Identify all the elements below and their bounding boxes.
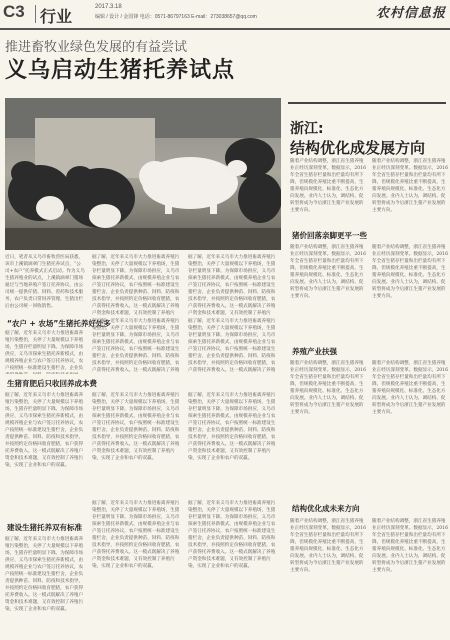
page-header — [0, 0, 450, 30]
article-section-heading: “农户 + 农场”生猪托养好处多 — [7, 319, 111, 328]
article-section-heading: 生猪育肥后只收回养成本费 — [7, 379, 97, 388]
article-body: 据了解，近年来义乌市大力推进畜禽养殖污染整治，关停了大量规模以下养殖场，生猪存栏量明显下降。为保障市场供应，义乌市探索生猪托养新模式，由规模养殖企业与农户签订托养协议，农户按照统一标准建设生猪栏舍，企业负责提供种苗、饲料、防疫和技术指导，并按照约定价格回收育肥猪，农户获得托养费收入。这一模式既解决了养殖户资金和技术难题，又有效控制了养殖污染，实现了企业和农户的双赢。 — [92, 501, 180, 569]
article-body: 据了解，近年来义乌市大力推进畜禽养殖污染整治，关停了大量规模以下养殖场，生猪存栏量明显下降。为保障市场供应，义乌市探索生猪托养新模式，由规模养殖企业与农户签订托养协议，农户按照统一标准建设生猪栏舍，企业负责提供种苗、饲料、防疫和技术指导，并按照约定价格回收育肥猪，农户获得托养费收入。这一模式既解决了养殖 — [188, 319, 276, 373]
header-divider — [35, 5, 36, 23]
article-headline: 义乌启动生猪托养试点 — [5, 58, 236, 83]
section-name: 行业 — [40, 9, 73, 26]
article-body: 据了解，近年来义乌市大力推进畜禽养殖污染整治，关停了大量规模以下养殖场，生猪存栏量明显下降。为保障市场供应，义乌市探索生猪托养新模式，由规模养殖企业与农户签订托养协议，农户按照统一标准建设生猪栏舍，企业负责提供种苗、饲料、防疫和技术指导，并按照约定价格回收育肥猪，农户获得托养费收入。这一模式既解决了养殖户资金和技术难题，又有效控制了养殖污染，实现了企业和农户的双赢。 — [5, 393, 84, 468]
sidebar-body-8: 随着产业结构调整，浙江省生猪养殖业正经历深刻变革。数据显示，2016年全省生猪存栏量和出栏量均有所下降，但规模化养殖比重不断提高，生猪养殖向规模化、标准化、生态化方向发展。业内人士认为，调结构、促转型将成为今后浙江生猪产业发展的主要方向。 — [372, 519, 448, 573]
article-body: 据了解，近年来义乌市大力推进畜禽养殖污染整治，关停了大量规模以下养殖场，生猪存栏量明显下降。为保障市场供应，义乌市探索生猪托养新模式，由规模养殖企业与农户签订托养协议，农户按照统一标准建设生猪栏舍，企业负责提供种苗、饲料、防疫和技术指导，并按照约定价格回收育肥猪，农户获得托养费收入。这一模式既解决了养殖户资金和技术难题，又有效控制了养殖污染，实现了企业和农户的双赢。 — [5, 537, 84, 612]
section-code: C3 — [3, 2, 25, 21]
sidebar-rule — [288, 102, 446, 104]
sidebar-body-2: 随着产业结构调整，浙江省生猪养殖业正经历深刻变革。数据显示，2016年全省生猪存栏量和出栏量均有所下降，但规模化养殖比重不断提高，生猪养殖向规模化、标准化、生态化方向发展。业内人士认为，调结构、促转型将成为今后浙江生猪产业发展的主要方向。 — [372, 159, 448, 213]
editor-info: 编辑 / 设计 / 金国锋 电话：0571-86797163 E-mail：273038657@qq.com — [95, 14, 257, 20]
article-body: 据了解，近年来义乌市大力推进畜禽养殖污染整治，关停了大量规模以下养殖场，生猪存栏量明显下降。为保障市场供应，义乌市探索生猪托养新模式，由规模养殖企业与农户签订托养协议，农户按照统一标准建设生猪栏舍，企业负责提供种苗、饲料、防疫和技术指导，并按照约定价格回收育肥猪，农户获得托养费收入。这一模式既解决了养殖户资金和技术难题，又有效控制了养殖污染，实现了企业和农户的双赢。 — [92, 393, 180, 461]
sidebar-body-3: 随着产业结构调整，浙江省生猪养殖业正经历深刻变革。数据显示，2016年全省生猪存栏量和出栏量均有所下降，但规模化养殖比重不断提高，生猪养殖向规模化、标准化、生态化方向发展。业内人士认为，调结构、促转型将成为今后浙江生猪产业发展的主要方向。 — [290, 245, 367, 299]
article-body: 据了解，近年来义乌市大力推进畜禽养殖污染整治，关停了大量规模以下养殖场，生猪存栏量明显下降。为保障市场供应，义乌市探索生猪托养新模式，由规模养殖企业与农户签订托养协议，农户按照统一标准建设生猪栏舍，企业负责提供种苗、饲料、防疫和技术指导，并按照约定价格回收育肥猪，农户获得托养费收入。这一模式既解决了养殖户资金和技术难题，又有效控制了养殖污染，实现了企业和农户的双赢。 — [188, 501, 276, 569]
article-body: 据了解，近年来义乌市大力推进畜禽养殖污染整治，关停了大量规模以下养殖场，生猪存栏量明显下降。为保障市场供应，义乌市探索生猪托养新模式，由规模养殖企业与农户签订托养协议，农户按照统一标准建设生猪栏舍，企业负责提供种苗、饲料、防疫和技术指导，并按照约定价格回收育肥猪，农户获得托养费收入。这一模式既解决了养殖户资金和技术难题，又有效控制了养殖污 — [92, 255, 180, 316]
article-section-heading: 建设生猪托养双有标准 — [7, 523, 82, 532]
sidebar-title-line2: 结构优化成发展方向 — [290, 139, 426, 157]
article-subhead: 推进畜牧业绿色发展的有益尝试 — [5, 39, 188, 54]
sidebar-body-5: 随着产业结构调整，浙江省生猪养殖业正经历深刻变革。数据显示，2016年全省生猪存栏量和出栏量均有所下降，但规模化养殖比重不断提高，生猪养殖向规模化、标准化、生态化方向发展。业内人士认为，调结构、促转型将成为今后浙江生猪产业发展的主要方向。 — [290, 361, 367, 415]
pigs-photo — [5, 98, 281, 250]
sidebar-body-4: 随着产业结构调整，浙江省生猪养殖业正经历深刻变革。数据显示，2016年全省生猪存栏量和出栏量均有所下降，但规模化养殖比重不断提高，生猪养殖向规模化、标准化、生态化方向发展。业内人士认为，调结构、促转型将成为今后浙江生猪产业发展的主要方向。 — [372, 245, 448, 299]
sidebar-section-heading: 猪价回落亲脚更平一些 — [292, 231, 367, 240]
sidebar-section-heading: 养殖产业扶强 — [292, 347, 337, 356]
sidebar-body-7: 随着产业结构调整，浙江省生猪养殖业正经历深刻变革。数据显示，2016年全省生猪存栏量和出栏量均有所下降，但规模化养殖比重不断提高，生猪养殖向规模化、标准化、生态化方向发展。业内人士认为，调结构、促转型将成为今后浙江生猪产业发展的主要方向。 — [290, 519, 367, 573]
sidebar-section-heading: 结构优化成未来方向 — [292, 504, 360, 513]
article-body: 据了解，近年来义乌市大力推进畜禽养殖污染整治，关停了大量规模以下养殖场，生猪存栏量明显下降。为保障市场供应，义乌市探索生猪托养新模式，由规模养殖企业与农户签订托养协议，农户按照统一标准建设生猪栏舍，企业负 — [5, 331, 84, 371]
sidebar-body-6: 随着产业结构调整，浙江省生猪养殖业正经历深刻变革。数据显示，2016年全省生猪存栏量和出栏量均有所下降，但规模化养殖比重不断提高，生猪养殖向规模化、标准化、生态化方向发展。业内人士认为，调结构、促转型将成为今后浙江生猪产业发展的主要方向。 — [372, 361, 448, 415]
article-intro: 近日，笔者从义乌市畜牧兽医局获悉，该市上溪镇滴翠门生猪托养试点，“公司+农户”托养模式正式启动。作为义乌生猪养殖业的试点，上溪镇滴翠门猪场通过与当地养殖户签订托养协议，由公司统一提供仔猪、饲料、兽药和技术服务，农户负责日常饲养管理，生猪出栏后由公司统一回收销售。 — [5, 255, 85, 309]
article-body: 据了解，近年来义乌市大力推进畜禽养殖污染整治，关停了大量规模以下养殖场，生猪存栏量明显下降。为保障市场供应，义乌市探索生猪托养新模式，由规模养殖企业与农户签订托养协议，农户按照统一标准建设生猪栏舍，企业负责提供种苗、饲料、防疫和技术指导，并按照约定价格回收育肥猪，农户获得托养费收入。这一模式既解决了养殖户资金和技术难题，又有效控制了养殖污染，实现了企业和农户的双赢。 — [188, 393, 276, 461]
article-body: 据了解，近年来义乌市大力推进畜禽养殖污染整治，关停了大量规模以下养殖场，生猪存栏量明显下降。为保障市场供应，义乌市探索生猪托养新模式，由规模养殖企业与农户签订托养协议，农户按照统一标准建设生猪栏舍，企业负责提供种苗、饲料、防疫和技术指导，并按照约定价格回收育肥猪，农户获得托养费收入。这一模式既解决了养殖 — [92, 319, 180, 373]
article-body: 据了解，近年来义乌市大力推进畜禽养殖污染整治，关停了大量规模以下养殖场，生猪存栏量明显下降。为保障市场供应，义乌市探索生猪托养新模式，由规模养殖企业与农户签订托养协议，农户按照统一标准建设生猪栏舍，企业负责提供种苗、饲料、防疫和技术指导，并按照约定价格回收育肥猪，农户获得托养费收入。这一模式既解决了养殖户资金和技术难题，又有效控制了养殖污 — [188, 255, 276, 316]
issue-date: 2017.3.18 — [95, 4, 122, 10]
sidebar-body-1: 随着产业结构调整，浙江省生猪养殖业正经历深刻变革。数据显示，2016年全省生猪存栏量和出栏量均有所下降，但规模化养殖比重不断提高，生猪养殖向规模化、标准化、生态化方向发展。业内人士认为，调结构、促转型将成为今后浙江生猪产业发展的主要方向。 — [290, 159, 367, 213]
masthead-logo: 农村信息报 — [375, 6, 446, 21]
sidebar-title-line1: 浙江: — [290, 121, 324, 137]
